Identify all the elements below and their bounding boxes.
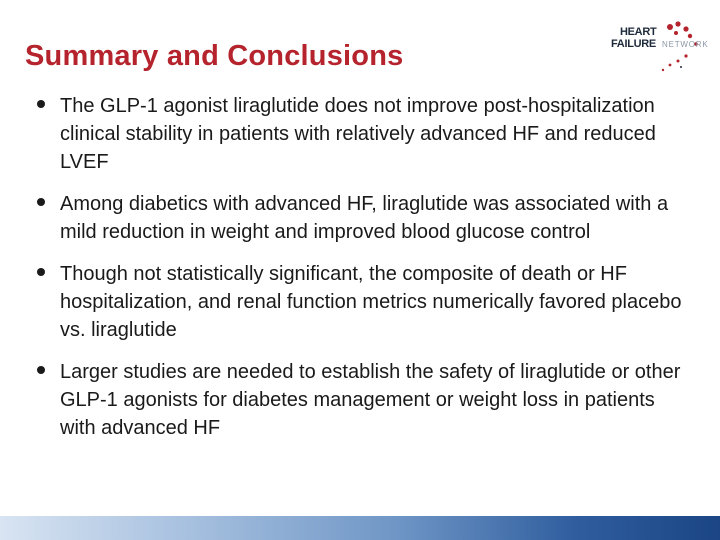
slide-title: Summary and Conclusions xyxy=(25,40,404,72)
conclusions-bullet-list xyxy=(37,92,687,456)
bullet-dot-icon xyxy=(37,268,45,276)
footer-gradient-bar xyxy=(0,516,720,540)
bullet-dot-icon xyxy=(37,198,45,206)
bullet-text: Though not statistically significant, the composite of death or HF hospitalization, and renal function metrics numerically favored placebo vs. liraglutide xyxy=(60,263,682,341)
logo-word-network: NETWORK xyxy=(662,40,709,49)
bullet-item xyxy=(37,260,687,344)
bullet-text: Among diabetics with advanced HF, liraglutide was associated with a mild reduction in weight and improved blood glucose control xyxy=(60,193,669,243)
bullet-item xyxy=(37,190,687,246)
logo-word-failure: FAILURE xyxy=(611,38,656,50)
logo-word-heart: HEART xyxy=(620,26,657,38)
bullet-text: Larger studies are needed to establish the safety of liraglutide or other GLP-1 agonists for diabetes management or weight loss in patients with advanced HF xyxy=(60,361,681,439)
heart-failure-network-logo xyxy=(606,20,714,76)
bullet-item xyxy=(37,358,687,442)
bullet-dot-icon xyxy=(37,100,45,108)
bullet-item xyxy=(37,92,687,176)
bullet-dot-icon xyxy=(37,366,45,374)
bullet-text: The GLP-1 agonist liraglutide does not improve post-hospitalization clinical stability in patients with relatively advanced HF and reduced LVEF xyxy=(60,95,656,173)
